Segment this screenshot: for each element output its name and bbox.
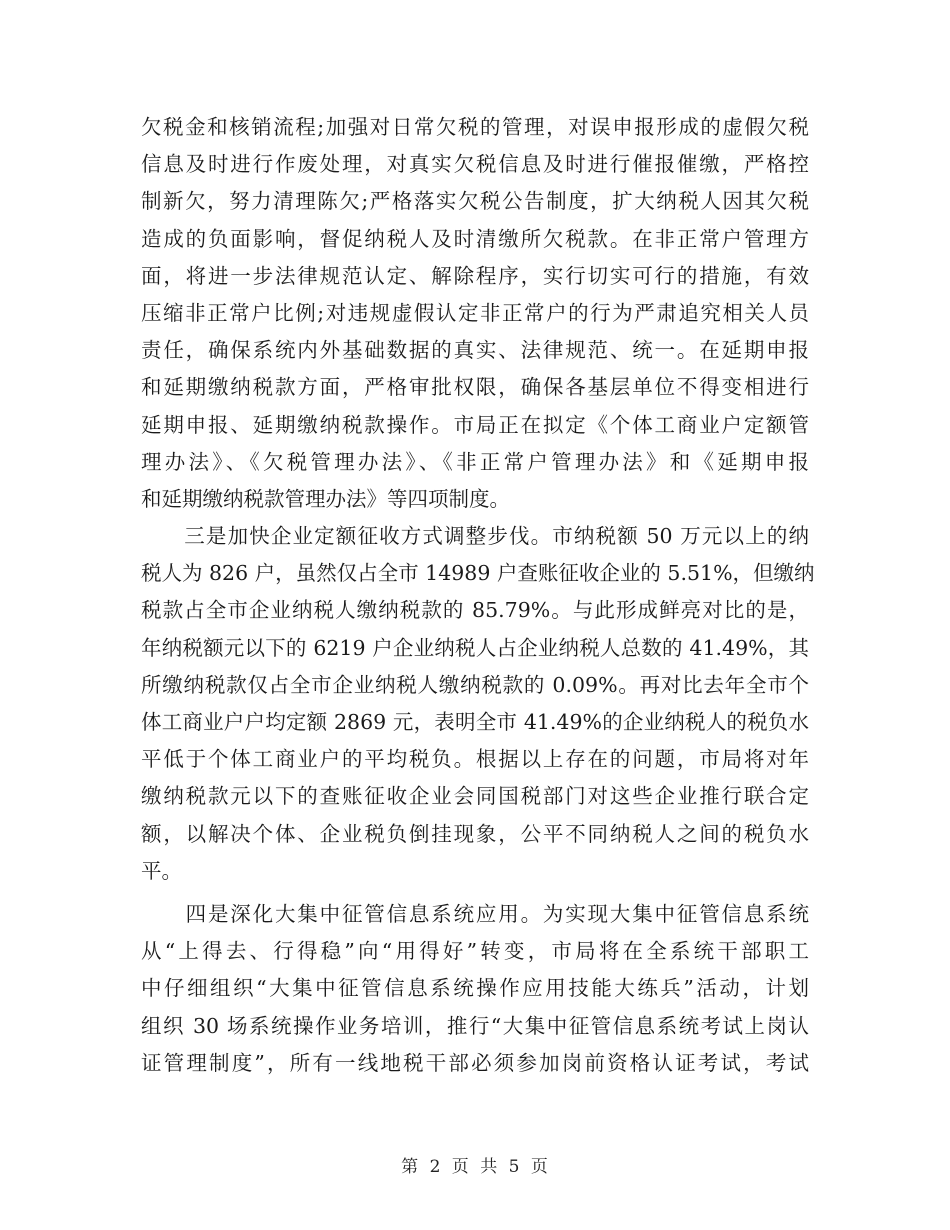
- text-line: 压缩非正常户比例;对违规虚假认定非正常户的行为严肃追究相关人员: [141, 300, 809, 325]
- text-line: 四是深化大集中征管信息系统应用。为实现大集中征管信息系统: [141, 901, 809, 926]
- text-line: 所缴纳税款仅占全市企业纳税人缴纳税款的 0.09%。再对比去年全市个: [141, 672, 809, 697]
- footer-total-label: 共: [480, 1157, 499, 1177]
- text-line: 和延期缴纳税款管理办法》等四项制度。: [141, 486, 510, 511]
- text-line: 造成的负面影响，督促纳税人及时清缴所欠税款。在非正常户管理方: [141, 226, 809, 251]
- text-line: 中仔细组织“大集中征管信息系统操作应用技能大练兵”活动，计划: [141, 976, 809, 1001]
- paragraph: [141, 109, 809, 518]
- text-line: 额，以解决个体、企业税负倒挂现象，公平不同纳税人之间的税负水: [141, 821, 809, 846]
- text-line: 面，将进一步法律规范认定、解除程序，实行切实可行的措施，有效: [141, 263, 809, 288]
- text-line: 年纳税额元以下的 6219 户企业纳税人占企业纳税人总数的 41.49%，其: [141, 635, 809, 660]
- text-line: 组织 30 场系统操作业务培训，推行“大集中征管信息系统考试上岗认: [141, 1013, 809, 1038]
- page-footer: [0, 1152, 950, 1177]
- text-line: 平。: [141, 858, 182, 883]
- text-line: 税款占全市企业纳税人缴纳税款的 85.79%。与此形成鲜亮对比的是，: [141, 598, 809, 623]
- document-body: [141, 109, 815, 1082]
- text-line: 从“上得去、行得稳”向“用得好”转变，市局将在全系统干部职工: [141, 939, 809, 964]
- paragraph: [141, 518, 815, 890]
- text-line: 信息及时进行作废处理，对真实欠税信息及时进行催报催缴，严格控: [141, 152, 809, 177]
- text-line: 证管理制度”，所有一线地税干部必须参加岗前资格认证考试，考试: [141, 1050, 809, 1075]
- footer-page-label: 页: [451, 1157, 470, 1177]
- paragraph: [141, 896, 809, 1082]
- text-line: 税人为 826 户，虽然仅占全市 14989 户查账征收企业的 5.51%，但缴纳: [141, 561, 815, 586]
- text-line: 和延期缴纳税款方面，严格审批权限，确保各基层单位不得变相进行: [141, 375, 809, 400]
- page-number: 2: [429, 1157, 442, 1177]
- text-line: 缴纳税款元以下的查账征收企业会同国税部门对这些企业推行联合定: [141, 784, 809, 809]
- text-line: 理办法》、《欠税管理办法》、《非正常户管理办法》和《延期申报: [141, 449, 809, 474]
- footer-prefix: 第: [401, 1157, 420, 1177]
- text-line: 责任，确保系统内外基础数据的真实、法律规范、统一。在延期申报: [141, 338, 809, 363]
- footer-suffix: 页: [530, 1157, 549, 1177]
- text-line: 欠税金和核销流程;加强对日常欠税的管理，对误申报形成的虚假欠税: [141, 115, 809, 139]
- text-line: 延期申报、延期缴纳税款操作。市局正在拟定《个体工商业户定额管: [141, 412, 809, 437]
- text-line: 平低于个体工商业户的平均税负。根据以上存在的问题，市局将对年: [141, 747, 809, 772]
- text-line: 体工商业户户均定额 2869 元，表明全市 41.49%的企业纳税人的税负水: [141, 710, 809, 734]
- text-line: 三是加快企业定额征收方式调整步伐。市纳税额 50 万元以上的纳: [141, 524, 809, 549]
- text-line: 制新欠，努力清理陈欠;严格落实欠税公告制度，扩大纳税人因其欠税: [141, 189, 809, 214]
- total-pages: 5: [508, 1157, 521, 1177]
